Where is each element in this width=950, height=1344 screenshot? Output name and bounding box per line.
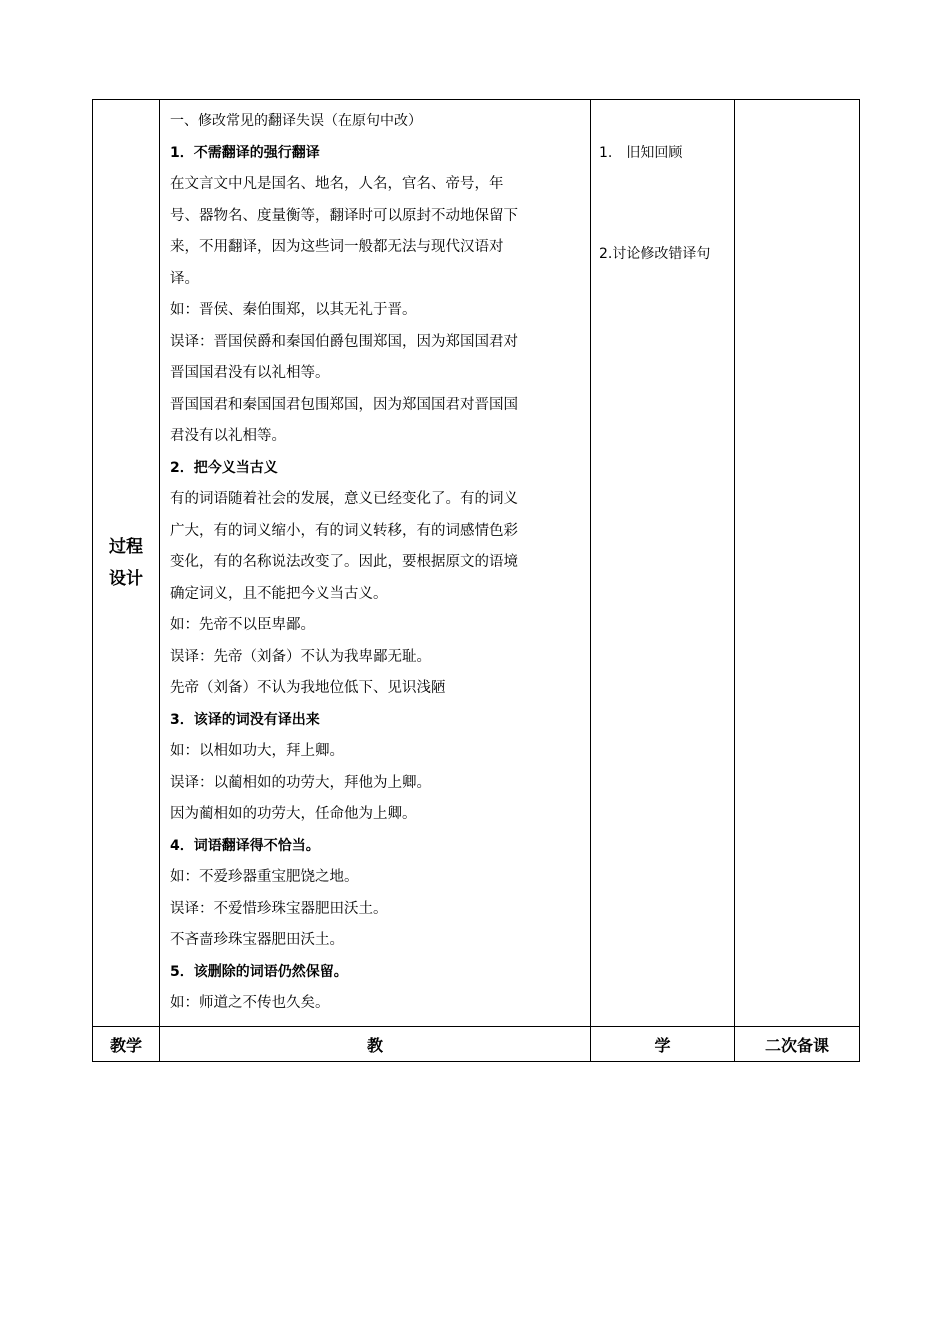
content-line: 号、器物名、度量衡等，翻译时可以原封不动地保留下 [170, 207, 518, 224]
content-line: 如：师道之不传也久矣。 [170, 995, 330, 1011]
content-line: 误译：不爱惜珍珠宝器肥田沃土。 [170, 900, 388, 917]
content-line: 来，不用翻译，因为这些词一般都无法与现代汉语对 [170, 239, 504, 255]
revision-notes-cell [735, 100, 860, 1027]
section-heading: 5．该删除的词语仍然保留。 [170, 963, 348, 980]
section-heading: 2．把今义当古义 [170, 459, 278, 476]
content-line: 不吝啬珍珠宝器肥田沃土。 [170, 932, 344, 948]
student-activity-cell [591, 100, 735, 1027]
content-line: 译。 [170, 270, 199, 287]
content-line: 先帝（刘备）不认为我地位低下、见识浅陋 [170, 680, 446, 696]
content-lines [170, 138, 582, 1020]
content-line: 因为蔺相如的功劳大，任命他为上卿。 [170, 806, 417, 822]
content-line: 如：以相如功大，拜上卿。 [170, 743, 344, 759]
teaching-content-cell [160, 100, 591, 1027]
content-line: 君没有以礼相等。 [170, 428, 286, 444]
content-line: 如：不爱珍器重宝肥饶之地。 [170, 869, 359, 885]
content-line: 误译：以蔺相如的功劳大，拜他为上卿。 [170, 774, 431, 791]
student-item-1: 1. 旧知回顾 [599, 145, 683, 161]
content-line: 有的词语随着社会的发展，意义已经变化了。有的词义 [170, 491, 518, 507]
row-label: 过程设计 [109, 537, 143, 589]
content-line: 如：晋侯、秦伯围郑，以其无礼于晋。 [170, 302, 417, 318]
section-heading: 3．该译的词没有译出来 [170, 711, 320, 728]
footer-revision-label: 二次备课 [735, 1027, 860, 1062]
content-line: 在文言文中凡是国名、地名，人名，官名、帝号，年 [170, 176, 504, 192]
footer-teaching-label: 教学 [93, 1027, 160, 1062]
content-line: 广大，有的词义缩小，有的词义转移，有的词感情色彩 [170, 522, 518, 539]
content-line: 确定词义，且不能把今义当古义。 [170, 585, 388, 602]
lesson-plan-table [92, 99, 860, 1062]
section-heading: 4．词语翻译得不恰当。 [170, 837, 320, 854]
section-intro: 一、修改常见的翻译失误（在原句中改） [170, 113, 422, 129]
row-label-cell [93, 100, 160, 1027]
student-item-2: 2.讨论修改错译句 [599, 246, 711, 262]
footer-teacher-label: 教 [160, 1027, 591, 1062]
section-heading: 1．不需翻译的强行翻译 [170, 144, 320, 161]
content-line: 如：先帝不以臣卑鄙。 [170, 617, 315, 633]
process-design-row [93, 100, 860, 1027]
footer-row [93, 1027, 860, 1062]
content-line: 误译：晋国侯爵和秦国伯爵包围郑国，因为郑国国君对 [170, 333, 518, 350]
content-line: 变化，有的名称说法改变了。因此，要根据原文的语境 [170, 554, 518, 570]
content-line: 误译：先帝（刘备）不认为我卑鄙无耻。 [170, 648, 431, 665]
content-line: 晋国国君没有以礼相等。 [170, 365, 330, 381]
footer-student-label: 学 [591, 1027, 735, 1062]
content-line: 晋国国君和秦国国君包围郑国，因为郑国国君对晋国国 [170, 396, 518, 413]
